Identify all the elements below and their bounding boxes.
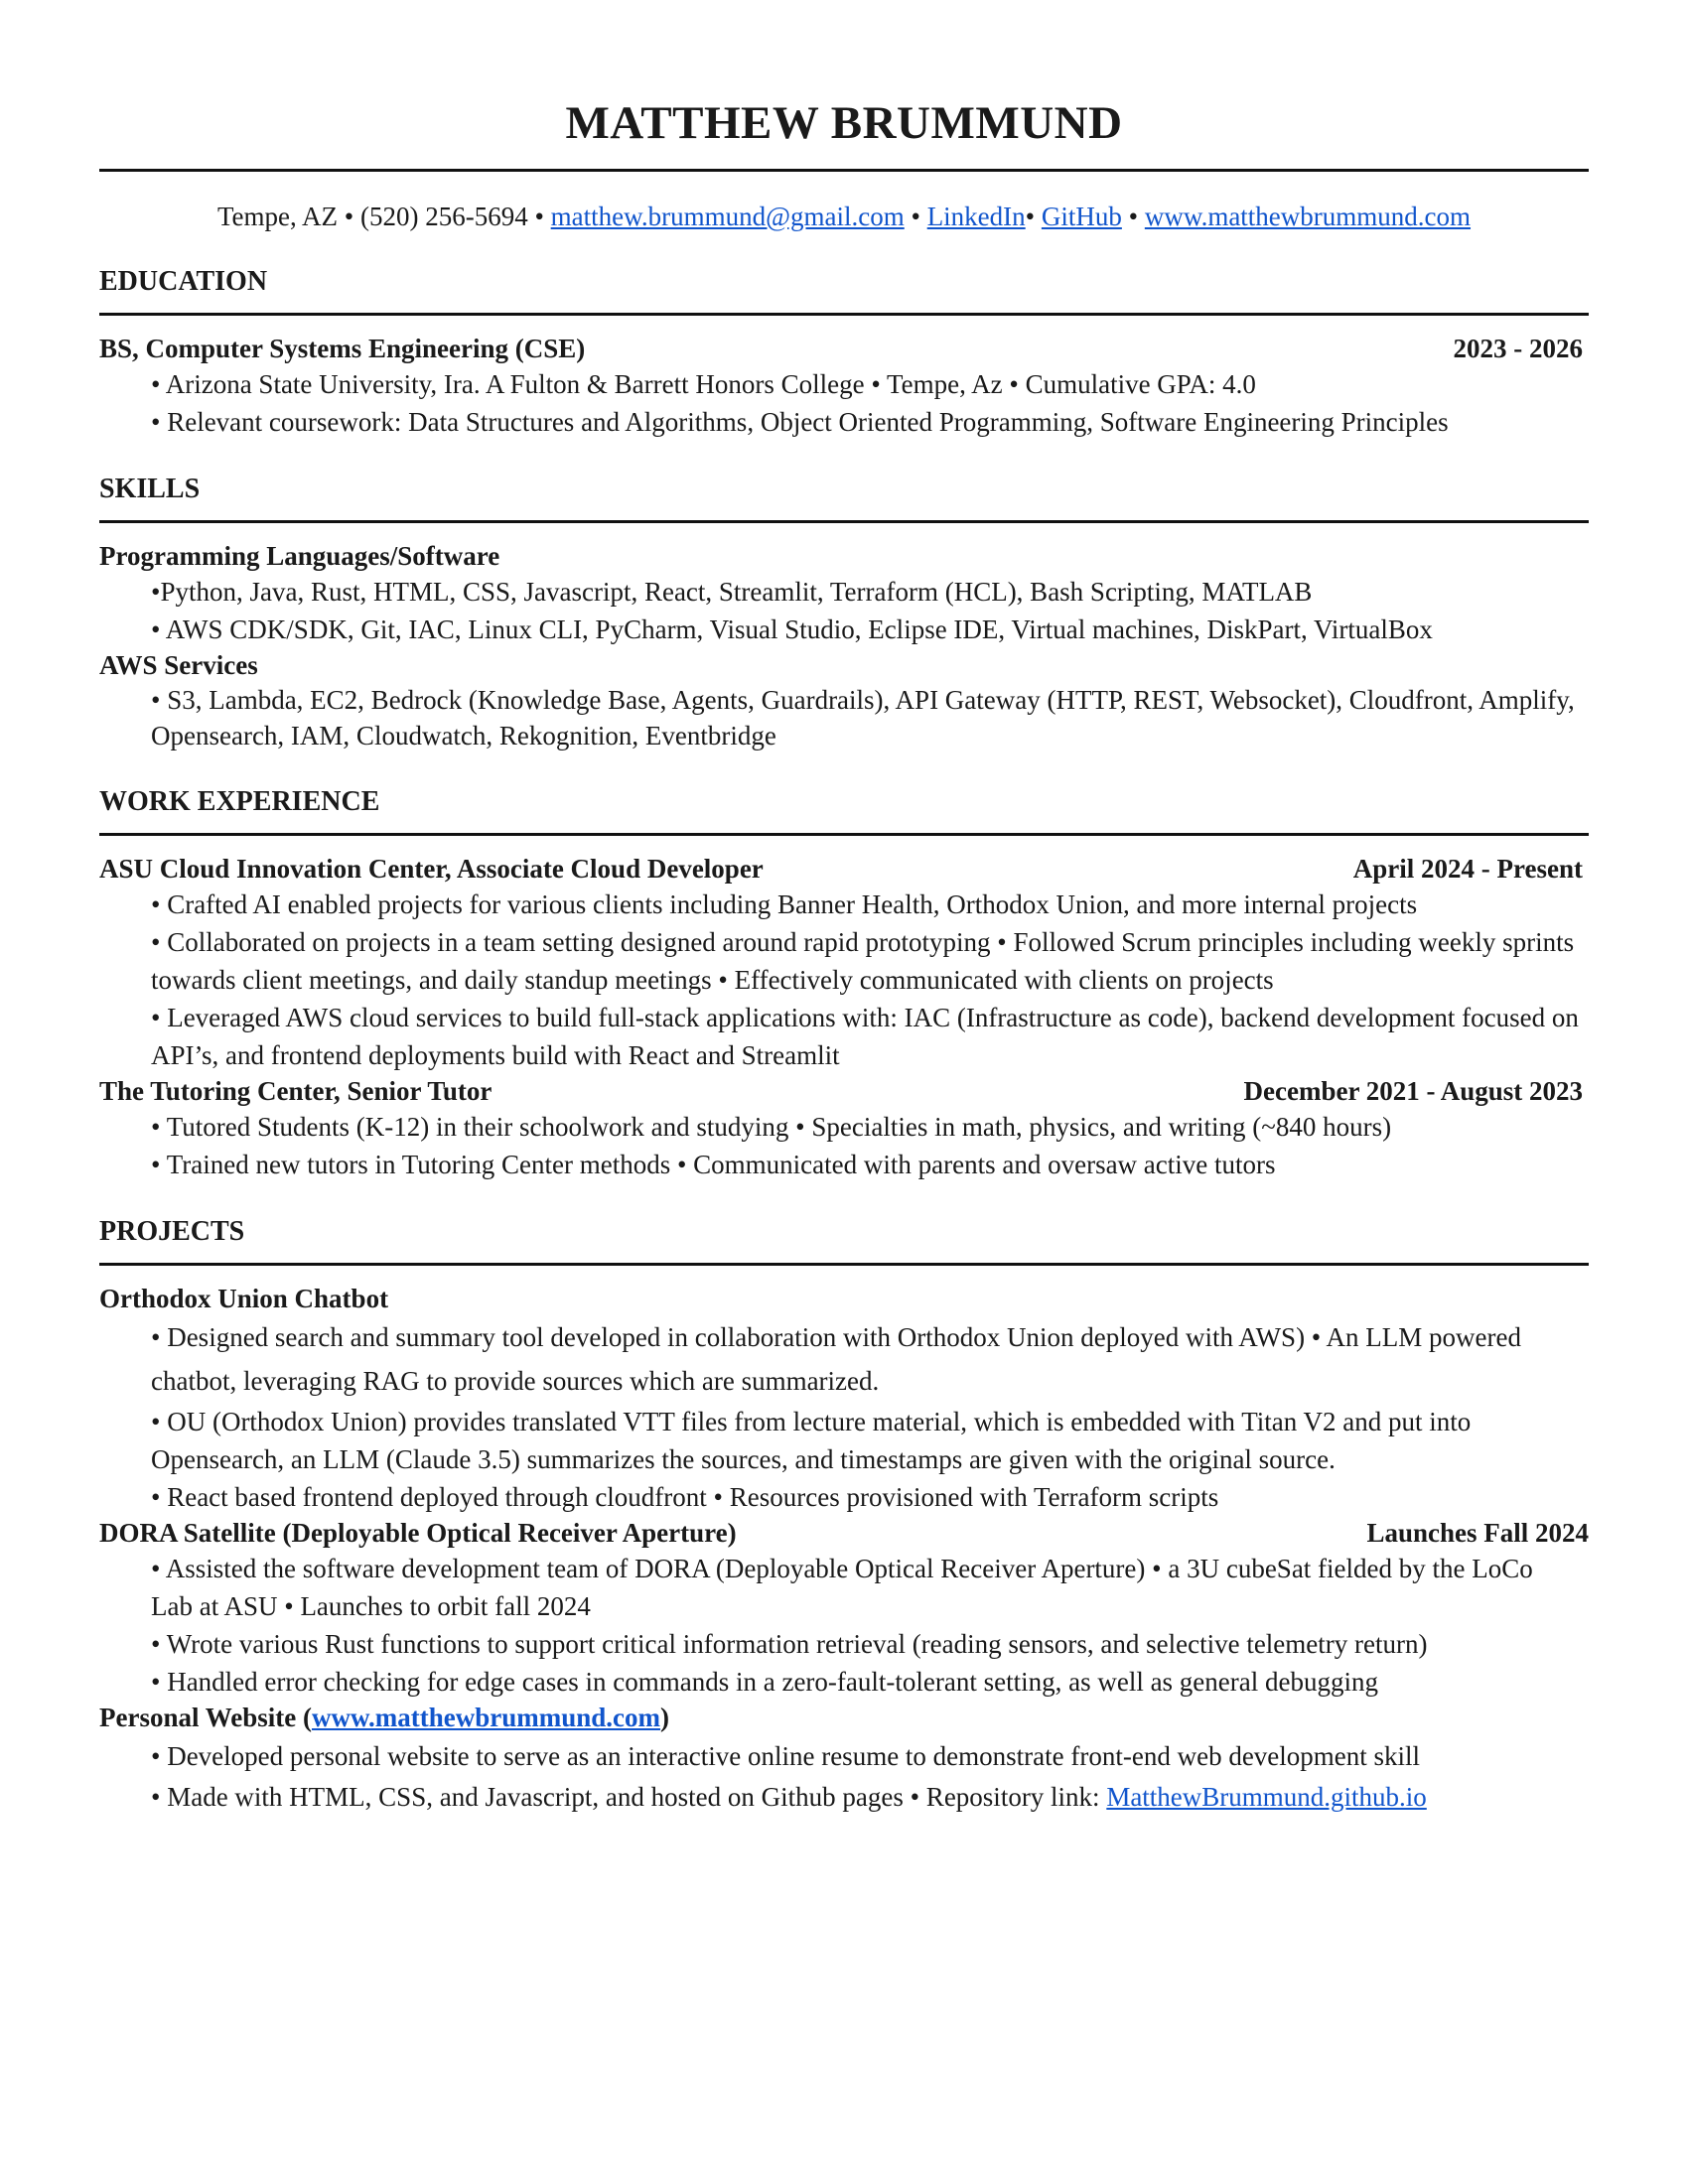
resume-page [99, 0, 1589, 1816]
project-heading: Orthodox Union Chatbot [99, 1284, 389, 1313]
header-divider [99, 169, 1589, 172]
separator: • [344, 202, 354, 231]
linkedin-link[interactable]: LinkedIn [926, 202, 1026, 231]
project-bullet: • Designed search and summary tool developed in collaboration with Orthodox Union deployed with AWS) • An LLM powered chatbot, leveraging RAG to provide sources which are summarized. [151, 1322, 1521, 1396]
candidate-name: MATTHEW BRUMMUND [565, 97, 1123, 149]
education-dates: 2023 - 2026 [1453, 334, 1583, 363]
project-bullet: • Assisted the software development team of DORA (Deployable Optical Receiver Aperture) • a 3U cubeSat fielded by the LoCo Lab at ASU • Launches to orbit fall 2024 [151, 1554, 1533, 1621]
job-heading [99, 1074, 1589, 1108]
repository-link[interactable]: MatthewBrummund.github.io [1106, 1782, 1427, 1812]
degree: BS, Computer Systems Engineering (CSE) [99, 334, 586, 363]
job-dates: December 2021 - August 2023 [1243, 1076, 1583, 1106]
job-dates: April 2024 - Present [1352, 854, 1583, 884]
education-bullet: • Relevant coursework: Data Structures and Algorithms, Object Oriented Programming, Software Engineering Principles [151, 407, 1449, 437]
job-heading [99, 852, 1589, 886]
project-heading [99, 1701, 1589, 1734]
contact-line [99, 200, 1589, 233]
phone: (520) 256-5694 [359, 202, 528, 231]
project-heading [99, 1516, 1589, 1550]
education-title: EDUCATION [99, 266, 268, 297]
project-bullet: • Handled error checking for edge cases in commands in a zero-fault-tolerant setting, as well as general debugging [151, 1667, 1378, 1697]
education-bullet: • Arizona State University, Ira. A Fulton & Barrett Honors College • Tempe, Az • Cumulative GPA: 4.0 [151, 369, 1256, 399]
email-link[interactable]: matthew.brummund@gmail.com [550, 202, 905, 231]
skills-group-heading: AWS Services [99, 650, 258, 680]
job-bullet: • Crafted AI enabled projects for various clients including Banner Health, Orthodox Union, and more internal projects [151, 889, 1418, 919]
education-divider [99, 313, 1589, 316]
website-link[interactable]: www.matthewbrummund.com [1144, 202, 1472, 231]
project-title-suffix: ) [659, 1703, 669, 1732]
project-bullet-text: • Made with HTML, CSS, and Javascript, and hosted on Github pages • Repository link: [151, 1782, 1107, 1812]
job-title: ASU Cloud Innovation Center, Associate Cloud Developer [99, 854, 764, 884]
project-title: DORA Satellite (Deployable Optical Receiver Aperture) [99, 1518, 737, 1548]
github-link[interactable]: GitHub [1041, 202, 1122, 231]
work-divider [99, 833, 1589, 836]
project-bullet: • React based frontend deployed through cloudfront • Resources provisioned with Terraform scripts [151, 1482, 1219, 1512]
separator: • [1025, 202, 1036, 231]
separator: • [1128, 202, 1139, 231]
project-bullet: • Developed personal website to serve as an interactive online resume to demonstrate front-end web development skill [151, 1741, 1421, 1771]
project-bullet: • OU (Orthodox Union) provides translated VTT files from lecture material, which is embedded with Titan V2 and put into Opensearch, an LLM (Claude 3.5) summarizes the sources, and timestamps are given with the original source. [151, 1407, 1472, 1474]
skills-group-heading: Programming Languages/Software [99, 541, 500, 571]
personal-website-link[interactable]: www.matthewbrummund.com [311, 1703, 660, 1732]
job-bullet: • Collaborated on projects in a team setting designed around rapid prototyping • Followed Scrum principles including weekly sprints towards client meetings, and daily standup meetings • Effectively communicated with clients on projects [151, 927, 1575, 995]
projects-divider [99, 1263, 1589, 1266]
job-bullet: • Tutored Students (K-12) in their schoolwork and studying • Specialties in math, physics, and writing (~840 hours) [151, 1112, 1392, 1142]
skills-title: SKILLS [99, 474, 201, 504]
project-title: Personal Website ( [99, 1703, 312, 1732]
project-bullet [99, 1778, 1589, 1816]
separator: • [911, 202, 920, 231]
project-bullet: • Wrote various Rust functions to support critical information retrieval (reading sensors, and selective telemetry return) [151, 1629, 1428, 1659]
work-title: WORK EXPERIENCE [99, 786, 380, 817]
skills-divider [99, 520, 1589, 523]
location: Tempe, AZ [216, 202, 339, 231]
project-dates: Launches Fall 2024 [1366, 1518, 1589, 1548]
education-entry-head [99, 332, 1589, 365]
projects-title: PROJECTS [99, 1216, 245, 1247]
job-title: The Tutoring Center, Senior Tutor [99, 1076, 492, 1106]
job-bullet: • Trained new tutors in Tutoring Center methods • Communicated with parents and oversaw active tutors [151, 1150, 1276, 1179]
job-bullet: • Leveraged AWS cloud services to build full-stack applications with: IAC (Infrastructure as code), backend development focused on API’s, and frontend deployments build with React and Streamlit [151, 1003, 1579, 1070]
skills-bullet: •Python, Java, Rust, HTML, CSS, Javascript, React, Streamlit, Terraform (HCL), Bash Scripting, MATLAB [151, 577, 1313, 607]
separator: • [534, 202, 544, 231]
skills-bullet: • AWS CDK/SDK, Git, IAC, Linux CLI, PyCharm, Visual Studio, Eclipse IDE, Virtual machines, DiskPart, VirtualBox [151, 614, 1433, 644]
skills-bullet: • S3, Lambda, EC2, Bedrock (Knowledge Base, Agents, Guardrails), API Gateway (HTTP, REST, Websocket), Cloudfront, Amplify, Opensearch, IAM, Cloudwatch, Rekognition, Eventbridge [151, 685, 1575, 751]
